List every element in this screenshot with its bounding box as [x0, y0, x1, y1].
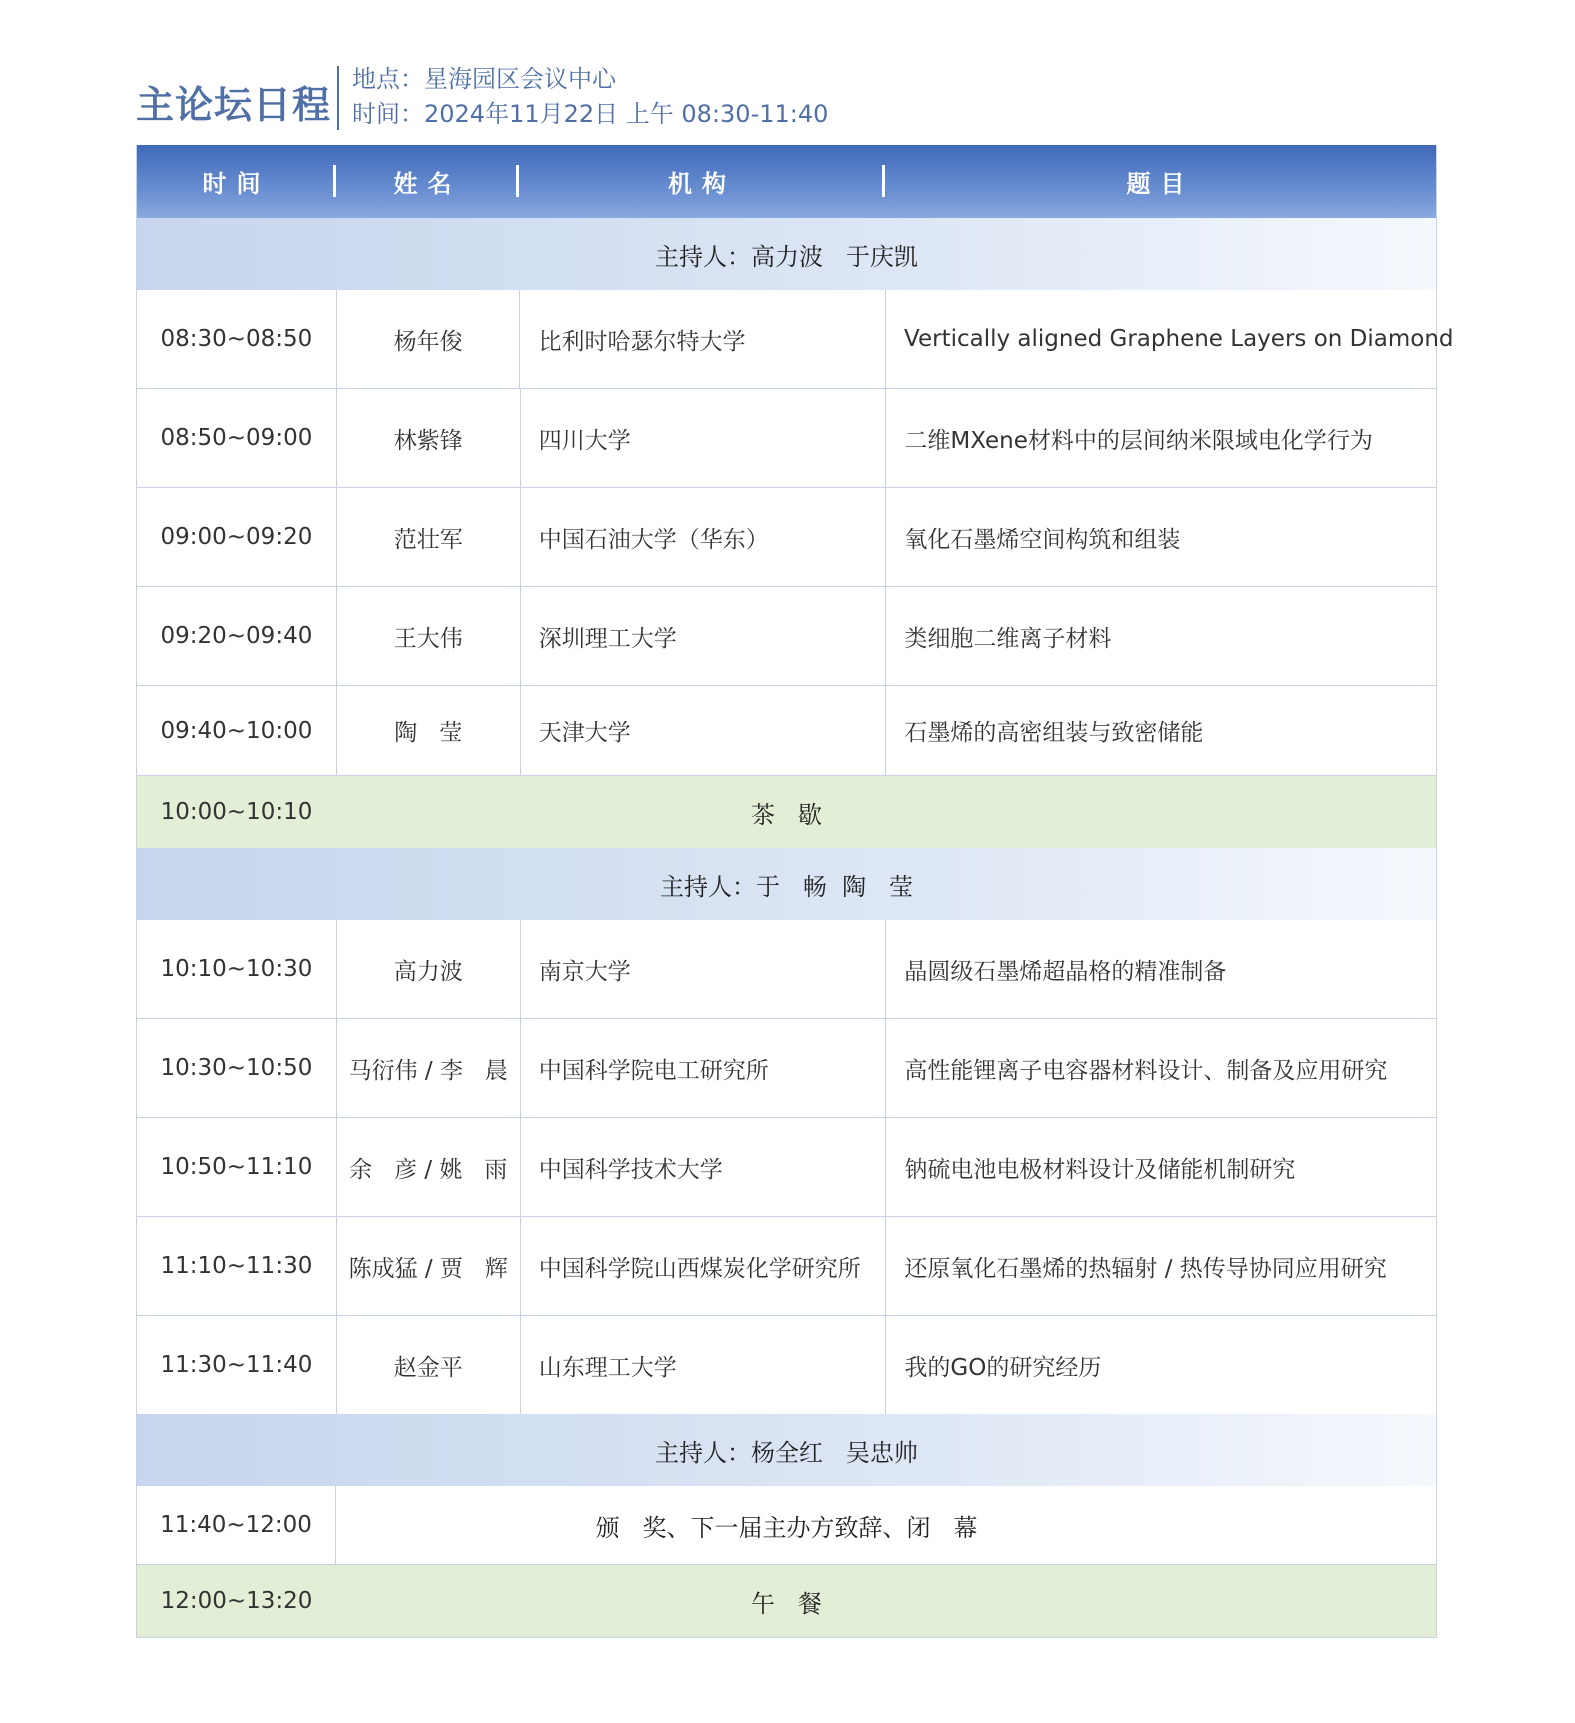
schedule-table — [136, 145, 1454, 1638]
org-cell: 山东理工大学 — [520, 1316, 886, 1414]
time-text: 时间：2024年11月22日 上午 08:30-11:40 — [352, 100, 829, 128]
host-row: 主持人：高力波 于庆凯 — [137, 218, 1436, 290]
table-row — [137, 1315, 1436, 1414]
time-cell: 09:40~10:00 — [160, 717, 313, 744]
topic-cell: 二维MXene材料中的层间纳米限域电化学行为 — [885, 389, 1436, 487]
table-row — [137, 920, 1436, 1018]
lunch-time: 12:00~13:20 — [160, 1588, 313, 1614]
lunch-row — [137, 1564, 1436, 1637]
time-cell: 10:10~10:30 — [160, 956, 313, 982]
time-cell: 08:50~09:00 — [160, 425, 313, 451]
closing-label: 颁 奖、下一届主办方致辞、闭 幕 — [595, 1513, 978, 1542]
name-cell: 赵金平 — [336, 1316, 520, 1414]
org-cell: 中国科学技术大学 — [520, 1118, 886, 1216]
name-cell: 陈成猛 / 贾 辉 — [336, 1217, 520, 1315]
name-cell: 杨年俊 — [336, 290, 520, 388]
org-cell: 南京大学 — [520, 920, 886, 1018]
topic-cell: 石墨烯的高密组装与致密储能 — [885, 686, 1436, 775]
topic-cell: 还原氧化石墨烯的热辐射 / 热传导协同应用研究 — [885, 1217, 1436, 1315]
table-row — [137, 290, 1454, 388]
host-row: 主持人：杨全红 吴忠帅 — [137, 1414, 1436, 1486]
name-cell: 陶 莹 — [336, 686, 520, 775]
time-cell: 11:30~11:40 — [160, 1352, 313, 1378]
table-row — [137, 1018, 1436, 1117]
break-label: 茶 歇 — [751, 800, 822, 829]
time-cell: 09:00~09:20 — [160, 524, 313, 550]
time-cell: 08:30~08:50 — [160, 326, 313, 352]
topic-cell: 晶圆级石墨烯超晶格的精准制备 — [885, 920, 1436, 1018]
topic-cell: Vertically aligned Graphene Layers on Diamond — [885, 290, 1436, 388]
org-cell: 天津大学 — [520, 686, 886, 775]
org-cell: 深圳理工大学 — [520, 587, 886, 685]
venue-text: 地点：星海园区会议中心 — [352, 65, 616, 93]
time-cell: 09:20~09:40 — [160, 623, 313, 649]
name-cell: 林紫锋 — [336, 389, 520, 487]
table-row — [137, 388, 1436, 487]
header-divider — [337, 66, 339, 130]
page-title: 主论坛日程 — [136, 83, 332, 127]
table-row — [137, 487, 1436, 586]
topic-cell: 钠硫电池电极材料设计及储能机制研究 — [885, 1118, 1436, 1216]
org-cell: 四川大学 — [520, 389, 886, 487]
topic-cell: 氧化石墨烯空间构筑和组装 — [885, 488, 1436, 586]
org-cell: 中国科学院山西煤炭化学研究所 — [520, 1217, 886, 1315]
time-cell: 11:10~11:30 — [160, 1253, 313, 1279]
org-cell: 中国石油大学（华东） — [520, 488, 886, 586]
name-cell: 范壮军 — [336, 488, 520, 586]
header-info — [352, 62, 828, 132]
tea-break-row — [137, 775, 1436, 848]
time-cell: 10:30~10:50 — [160, 1055, 313, 1081]
header-org: 机构 — [519, 145, 885, 218]
name-cell: 王大伟 — [336, 587, 520, 685]
org-cell: 中国科学院电工研究所 — [520, 1019, 886, 1117]
org-cell: 比利时哈瑟尔特大学 — [519, 290, 885, 388]
name-cell: 高力波 — [336, 920, 520, 1018]
topic-cell: 高性能锂离子电容器材料设计、制备及应用研究 — [885, 1019, 1436, 1117]
host-row: 主持人：于 畅 陶 莹 — [137, 848, 1436, 920]
closing-row — [137, 1486, 1436, 1564]
table-row — [137, 1216, 1436, 1315]
topic-cell: 类细胞二维离子材料 — [885, 587, 1436, 685]
table-row — [137, 685, 1436, 775]
table-header — [137, 145, 1436, 218]
time-cell: 10:50~11:10 — [160, 1154, 313, 1180]
name-cell: 马衍伟 / 李 晨 — [336, 1019, 520, 1117]
header-topic: 题目 — [1126, 170, 1195, 198]
name-cell: 余 彦 / 姚 雨 — [336, 1118, 520, 1216]
header-time: 时间 — [137, 145, 336, 218]
break-time: 10:00~10:10 — [160, 799, 313, 825]
topic-cell: 我的GO的研究经历 — [885, 1316, 1436, 1414]
table-row — [137, 1117, 1436, 1216]
table-row — [137, 586, 1436, 685]
header-name: 姓名 — [336, 145, 519, 218]
closing-time: 11:40~12:00 — [137, 1486, 336, 1564]
lunch-label: 午 餐 — [751, 1589, 822, 1618]
